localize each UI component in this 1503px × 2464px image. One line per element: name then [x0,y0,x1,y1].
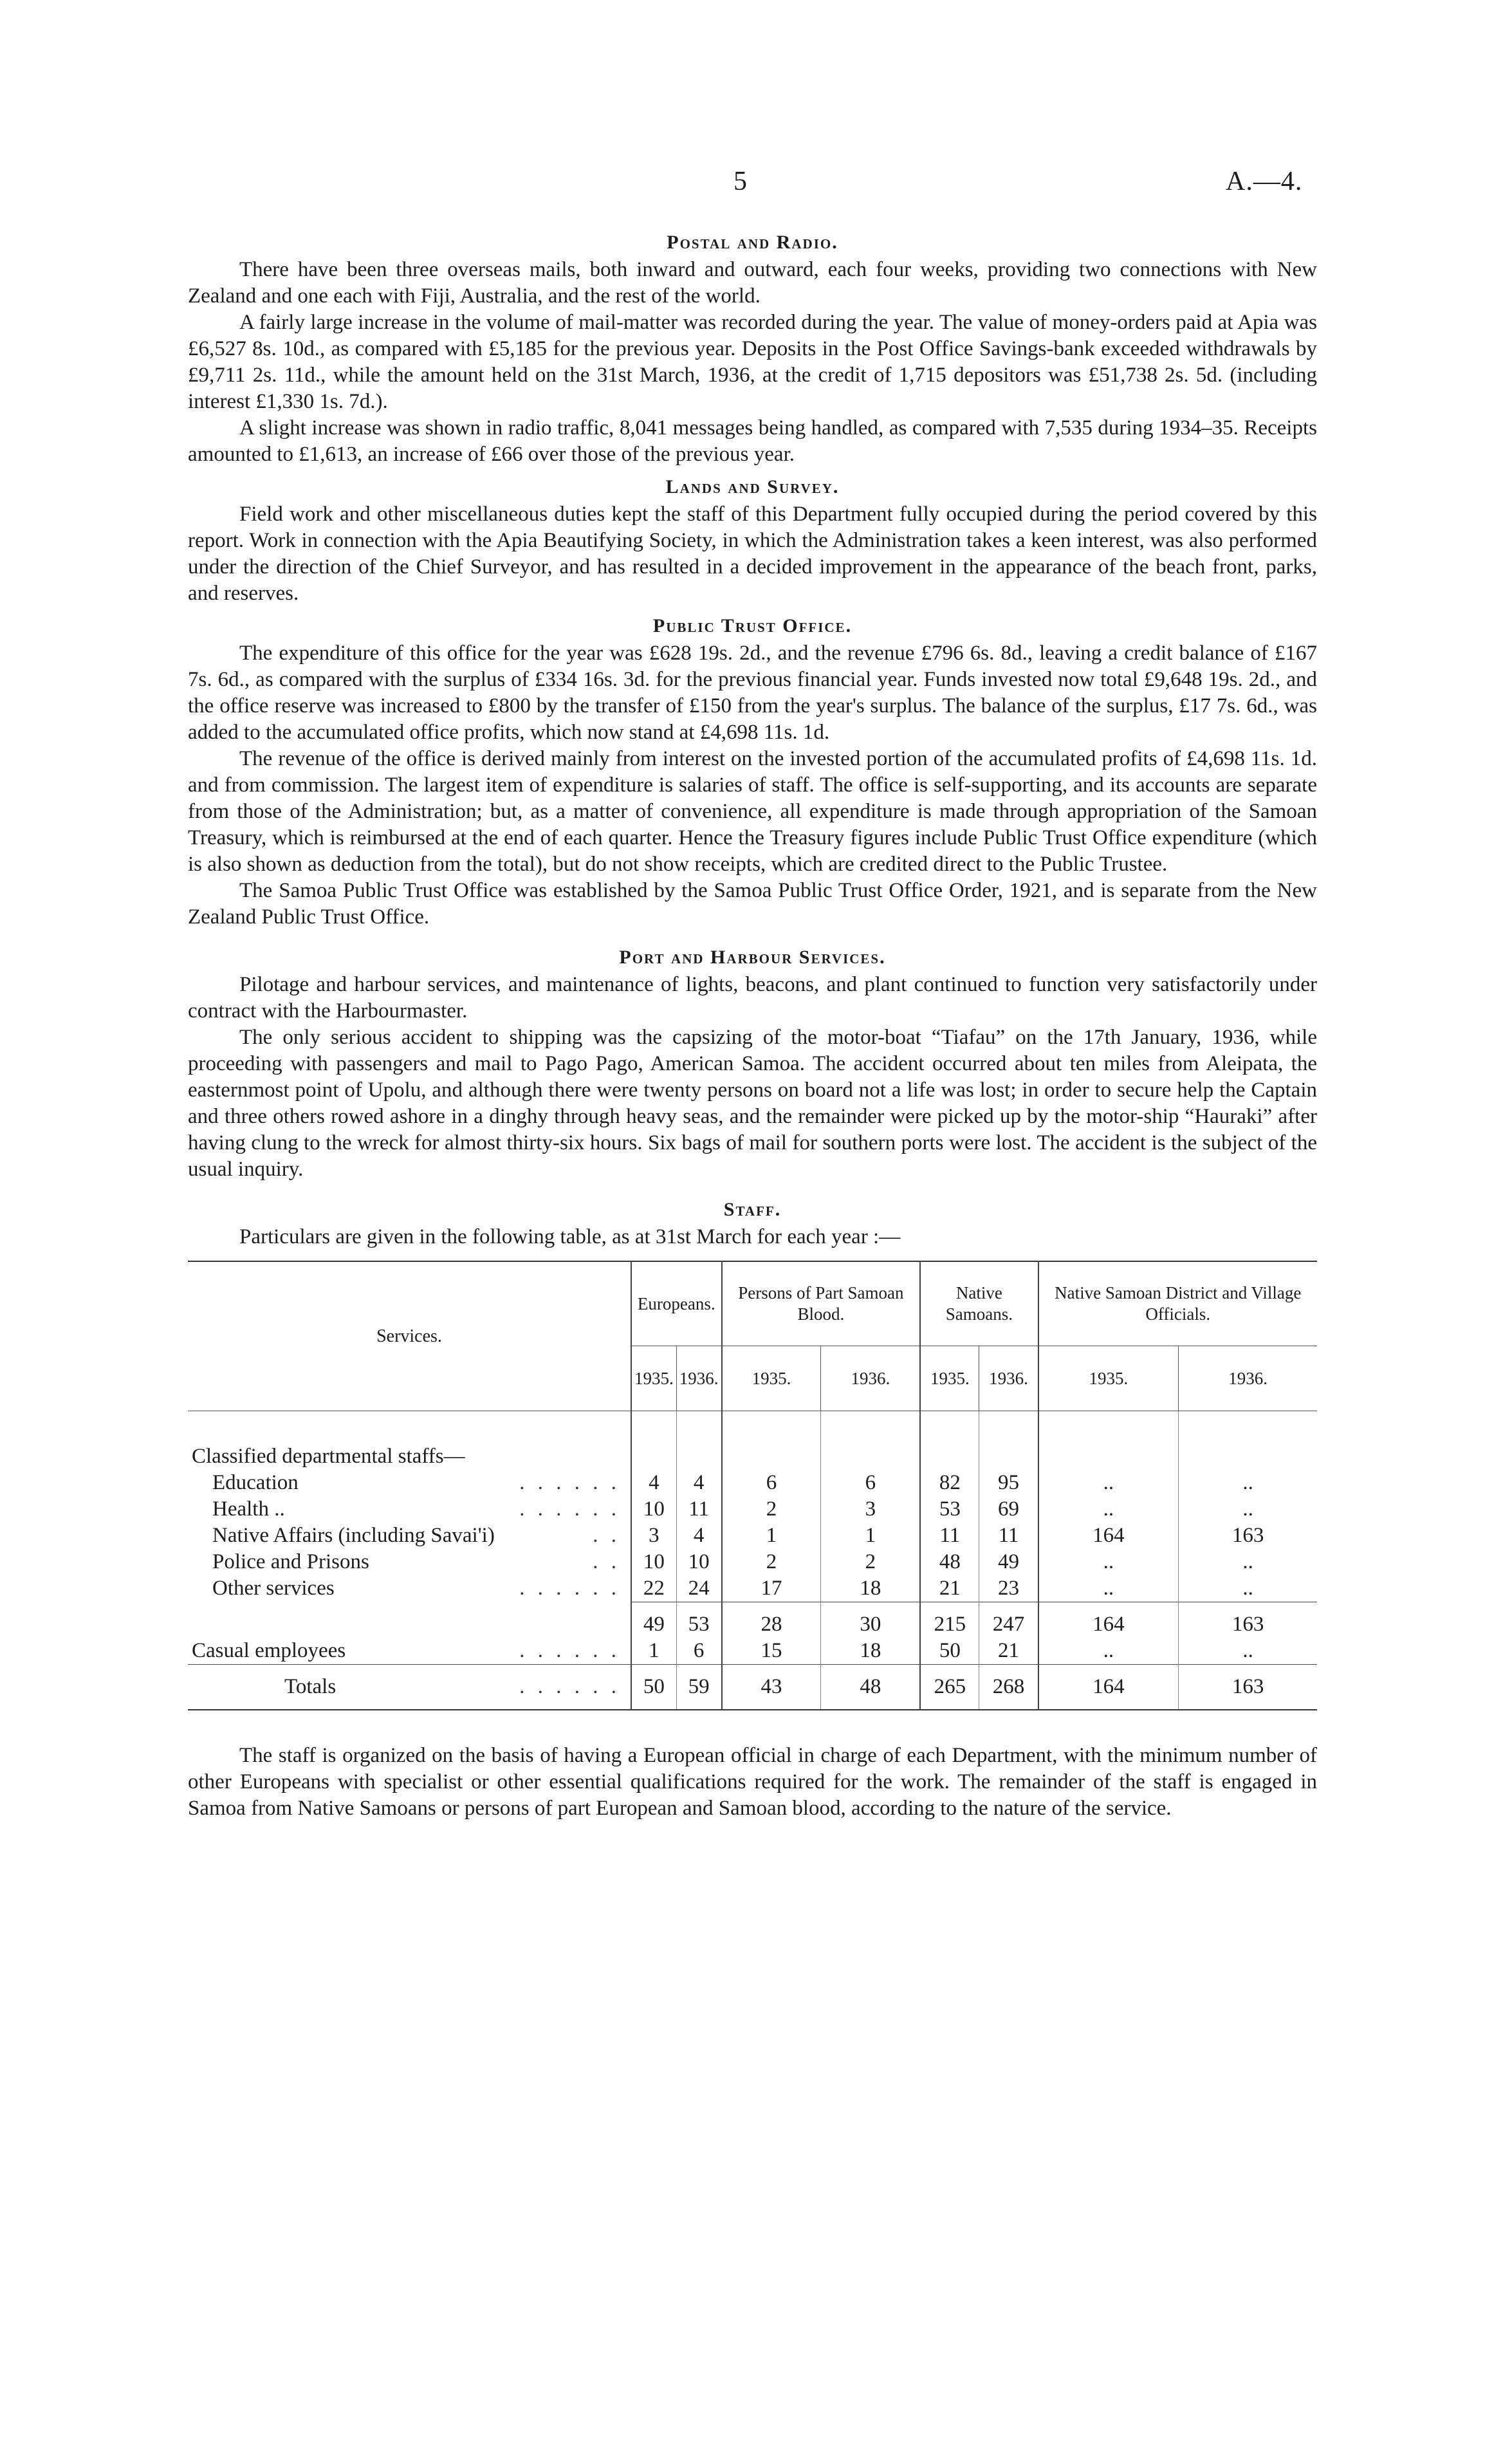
cell: .. [1038,1549,1179,1575]
cell: 53 [676,1602,721,1638]
section-heading: Postal and Radio. [667,232,838,253]
cell: 10 [676,1549,721,1575]
cell: .. [1038,1638,1179,1665]
table-row-classified-label [188,1443,1317,1470]
row-label: Totals [284,1675,337,1698]
cell: .. [1179,1496,1317,1523]
cell: 43 [722,1665,821,1710]
cell: 53 [920,1496,979,1523]
cell: .. [1179,1470,1317,1496]
cell: 22 [631,1575,676,1602]
group-header-part-samoan: Persons of Part Samoan Blood. [722,1261,921,1346]
cell: 69 [979,1496,1038,1523]
cell: 3 [821,1496,920,1523]
cell: 24 [676,1575,721,1602]
cell: 215 [920,1602,979,1638]
cell: 4 [676,1523,721,1549]
group-header-officials: Native Samoan District and Village Officials. [1038,1261,1317,1346]
year-header: 1936. [979,1346,1038,1411]
paragraph: The only serious accident to shipping was the capsizing of the motor-boat “Tiafau” on the 17th January, 1936, while proceeding with passengers and mail to Pago Pago, American Samoa. The accident occurred about ten miles from Aleipata, the easternmost point of Upolu, and although there were twenty persons on board not a life was lost; in order to secure help the Captain and three others rowed ashore in a dinghy through heavy seas, and the remainder were picked up by the motor-ship “Hauraki” after having clung to the wreck for almost thirty-six hours. Six bags of mail for southern ports were lost. The accident is the subject of the usual inquiry. [188,1026,1317,1181]
cell: 48 [920,1549,979,1575]
cell: 6 [676,1638,721,1665]
cell: 10 [631,1496,676,1523]
row-label: Other services [212,1577,335,1600]
cell: 10 [631,1549,676,1575]
cell: 164 [1038,1665,1179,1710]
cell: 82 [920,1470,979,1496]
cell: 30 [821,1602,920,1638]
section-heading: Staff. [723,1199,782,1220]
cell: 163 [1179,1523,1317,1549]
services-column-header: Services. [188,1261,631,1411]
cell: 49 [631,1602,676,1638]
cell: .. [1038,1496,1179,1523]
cell: 18 [821,1575,920,1602]
cell: 11 [979,1523,1038,1549]
section-heading: Port and Harbour Services. [619,947,886,968]
table-row-subtotal [188,1602,1317,1638]
cell: 164 [1038,1523,1179,1549]
cell: 48 [821,1665,920,1710]
cell: .. [1179,1575,1317,1602]
cell: 164 [1038,1602,1179,1638]
paragraph: Pilotage and harbour services, and maintenance of lights, beacons, and plant continued to function very satisfactorily under contract with the Harbourmaster. [188,973,1317,1023]
page-body [188,228,1317,1822]
row-label: Classified departmental staffs— [192,1445,465,1468]
leader-dots: . . . . . . [519,1471,620,1494]
paragraph: Field work and other miscellaneous duties kept the staff of this Department fully occupied during the period covered by this report. Work in connection with the Apia Beautifying Society, in which the Administration takes a keen interest, was also performed under the direction of the Chief Surveyor, and has resulted in a decided improvement in the appearance of the beach front, parks, and reserves. [188,503,1317,605]
cell: 49 [979,1549,1038,1575]
cell: 2 [722,1549,821,1575]
year-header: 1935. [631,1346,676,1411]
section-staff [188,1196,1317,1822]
cell: .. [1179,1638,1317,1665]
row-label: Native Affairs (including Savai'i) [212,1524,495,1547]
row-label: Police and Prisons [212,1550,369,1573]
cell: 23 [979,1575,1038,1602]
cell: 28 [722,1602,821,1638]
cell: 6 [821,1470,920,1496]
cell: 4 [631,1470,676,1496]
paragraph: The staff is organized on the basis of having a European official in charge of each Department, with the minimum number of other Europeans with specialist or other essential qualifications required for the work. The remainder of the staff is engaged in Samoa from Native Samoans or persons of part European and Samoan blood, according to the nature of the service. [188,1744,1317,1820]
year-header: 1935. [1038,1346,1179,1411]
table-intro: Particulars are given in the following table, as at 31st March for each year :— [239,1225,901,1248]
cell: 247 [979,1602,1038,1638]
cell: 1 [631,1638,676,1665]
section-lands-survey [188,473,1317,607]
cell: 11 [920,1523,979,1549]
leader-dots: . . [593,1550,620,1573]
cell: 163 [1179,1602,1317,1638]
year-header: 1936. [676,1346,721,1411]
row-label: Education [212,1471,299,1494]
cell: 11 [676,1496,721,1523]
section-public-trust-office [188,612,1317,931]
year-header: 1936. [821,1346,920,1411]
leader-dots: . . . . . . [519,1639,620,1662]
cell: 2 [821,1549,920,1575]
section-postal-radio [188,228,1317,468]
paragraph: The revenue of the office is derived mainly from interest on the invested portion of the accumulated profits of £4,698 11s. 1d. and from commission. The largest item of expenditure is salaries of staff. The office is self-supporting, and its accounts are separate from those of the Administration; but, as a matter of convenience, all expenditure is made through appropriation of the Samoan Treasury, which is reimbursed at the end of each quarter. Hence the Treasury figures include Public Trust Office expenditure (which is also shown as deduction from the total), but do not show receipts, which are credited direct to the Public Trustee. [188,747,1317,876]
cell: 2 [722,1496,821,1523]
table-row-totals [188,1665,1317,1710]
cell: .. [1038,1575,1179,1602]
paragraph: The expenditure of this office for the year was £628 19s. 2d., and the revenue £796 6s. 8d., leaving a credit balance of £167 7s. 6d., as compared with the surplus of £334 16s. 3d. for the previous financial year. Funds invested now total £9,648 19s. 2d., and the office reserve was increased to £800 by the transfer of £150 from the year's surplus. The balance of the surplus, £17 7s. 6d., was added to the accumulated office profits, which now stand at £4,698 11s. 1d. [188,642,1317,744]
table-row [188,1496,1317,1523]
table-row [188,1523,1317,1549]
table-row [188,1575,1317,1602]
row-label: Health .. [212,1497,285,1521]
staff-table [188,1261,1317,1710]
cell: .. [1038,1470,1179,1496]
cell: 17 [722,1575,821,1602]
leader-dots: . . . . . . [519,1577,620,1600]
leader-dots: . . . . . . [519,1497,620,1521]
page-number: 5 [733,167,747,196]
paragraph: A fairly large increase in the volume of mail-matter was recorded during the year. The value of money-orders paid at Apia was £6,527 8s. 10d., as compared with £5,185 for the previous year. Deposits in the Post Office Savings-bank exceeded withdrawals by £9,711 2s. 11d., while the amount held on the 31st March, 1936, at the credit of 1,715 depositors was £51,738 2s. 5d. (including interest £1,330 1s. 7d.). [188,311,1317,413]
cell: 59 [676,1665,721,1710]
table-row-casual [188,1638,1317,1665]
row-label: Casual employees [192,1639,346,1662]
year-header: 1935. [722,1346,821,1411]
cell: 4 [676,1470,721,1496]
cell: 268 [979,1665,1038,1710]
paragraph: The Samoa Public Trust Office was established by the Samoa Public Trust Office Order, 1921, and is separate from the New Zealand Public Trust Office. [188,879,1317,929]
year-header: 1935. [920,1346,979,1411]
cell: 21 [979,1638,1038,1665]
paragraph: There have been three overseas mails, both inward and outward, each four weeks, providing two connections with New Zealand and one each with Fiji, Australia, and the rest of the world. [188,258,1317,308]
cell: 1 [722,1523,821,1549]
group-header-native-samoans: Native Samoans. [920,1261,1038,1346]
group-header-europeans: Europeans. [631,1261,722,1346]
cell: .. [1179,1549,1317,1575]
cell: 50 [631,1665,676,1710]
leader-dots: . . [593,1524,620,1547]
cell: 15 [722,1638,821,1665]
table-row [188,1470,1317,1496]
leader-dots: . . . . . . [519,1675,620,1698]
cell: 95 [979,1470,1038,1496]
cell: 50 [920,1638,979,1665]
cell: 3 [631,1523,676,1549]
cell: 6 [722,1470,821,1496]
cell: 265 [920,1665,979,1710]
cell: 1 [821,1523,920,1549]
section-heading: Lands and Survey. [665,476,840,497]
section-port-harbour [188,943,1317,1183]
year-header: 1936. [1179,1346,1317,1411]
cell: 163 [1179,1665,1317,1710]
table-row [188,1549,1317,1575]
document-reference: A.—4. [1226,167,1303,196]
paragraph: A slight increase was shown in radio traffic, 8,041 messages being handled, as compared with 7,535 during 1934–35. Receipts amounted to £1,613, an increase of £66 over those of the previous year. [188,416,1317,466]
section-heading: Public Trust Office. [652,615,853,636]
cell: 21 [920,1575,979,1602]
cell: 18 [821,1638,920,1665]
page-header [0,166,1503,205]
